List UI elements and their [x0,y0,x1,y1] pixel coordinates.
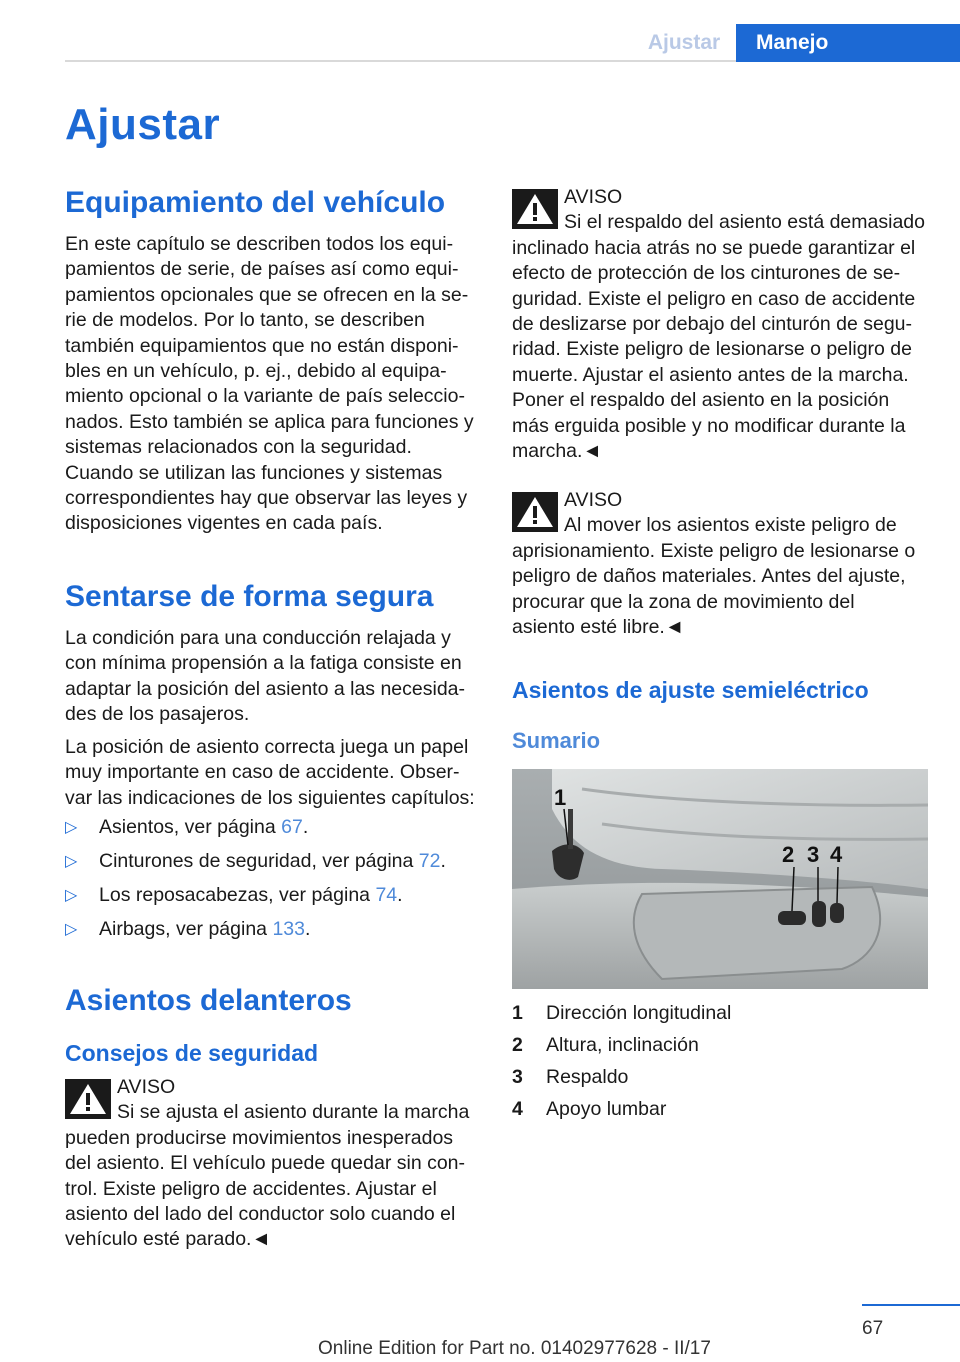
heading-consejos: Consejos de seguridad [65,1040,319,1066]
tab-manejo[interactable]: Manejo [736,24,960,62]
text-line: muerte. Ajustar el asiento antes de la marcha. [512,363,909,386]
warning-block-2 [512,185,937,464]
text-line: rie de modelos. Por lo tanto, se describen [65,309,425,332]
text-line: pamientos de serie, de países así como equi- [65,258,459,281]
text-line: Si el respaldo del asiento está demasiado [564,211,925,234]
triangle-bullet-icon: ▷ [65,921,78,938]
heading-sumario: Sumario [512,728,601,753]
list-item [65,849,490,874]
text-line: vehículo esté parado.◄ [65,1228,271,1251]
text-line: de deslizarse por debajo del cinturón de segu- [512,313,913,336]
photo-legend [512,1001,937,1129]
text-line: pamientos opcionales que se ofrecen en la se- [65,283,469,306]
text-line: asiento esté libre.◄ [512,616,685,639]
text-line: nados. Esto también se aplica para funciones y [65,410,474,433]
text-line: efecto de protección de los cinturones de se- [512,262,901,285]
list-item [65,815,490,840]
text-line: trol. Existe peligro de accidentes. Ajustar el [65,1177,437,1200]
text-line: correspondientes hay que observar las leyes y [65,487,468,510]
callout-label: 3 [807,842,820,867]
list-item [65,917,490,942]
text-line: pueden producirse movimientos inesperados [65,1126,454,1149]
list-item [65,883,490,908]
text-line: ridad. Existe peligro de lesionarse o peligro de [512,338,912,361]
edition-footer: Online Edition for Part no. 01402977628 - II/17 [318,1338,711,1359]
list-item-end: . [440,850,446,872]
text-line: miento opcional o la variante de país seleccio- [65,385,465,408]
legend-number: 1 [512,1002,523,1024]
text-line: sistemas relacionados con la seguridad. [65,436,412,459]
warning-block-1 [65,1075,490,1253]
text-line: más erguida posible y no modificar durante la [512,414,906,437]
warning-title: AVISO [117,1076,176,1098]
paragraph-equipamiento [65,232,490,537]
legend-item [512,1033,937,1065]
page-title: Ajustar [65,100,221,149]
legend-text: Dirección longitudinal [546,1002,732,1024]
text-line: disposiciones vigentes en cada país. [65,512,383,535]
page-link[interactable]: 72 [418,850,441,872]
list-item-end: . [302,816,309,838]
legend-text: Respaldo [546,1066,629,1088]
triangle-bullet-icon: ▷ [65,819,78,836]
legend-text: Apoyo lumbar [546,1098,667,1120]
text-line: procurar que la zona de movimiento del [512,590,855,613]
text-line: Al mover los asientos existe peligro de [564,514,897,537]
text-line: Cuando se utilizan las funciones y sistemas [65,461,443,484]
legend-item [512,1097,937,1129]
text-line: con mínima propensión a la fatiga consiste en [65,652,462,675]
warning-triangle-icon [512,189,558,229]
legend-text: Altura, inclinación [546,1034,699,1056]
paragraph-sentarse-1 [65,626,490,728]
warning-block-3 [512,488,937,640]
list-item-text: Asientos, ver página [99,816,282,838]
page-link[interactable]: 67 [281,816,303,838]
text-line: bles en un vehículo, p. ej., debido al equipa- [65,360,447,383]
legend-number: 3 [512,1066,523,1088]
text-line: adaptar la posición del asiento a las necesida- [65,677,466,700]
tab-ajustar[interactable]: Ajustar [647,30,721,54]
text-line: En este capítulo se describen todos los equi- [65,233,454,255]
page-link[interactable]: 74 [375,884,398,906]
text-line: des de los pasajeros. [65,703,250,726]
text-line: Poner el respaldo del asiento en la posición [512,389,890,412]
text-line: asiento del lado del conductor solo cuando el [65,1203,456,1226]
callout-label: 4 [830,842,843,867]
list-item-end: . [304,918,311,940]
reference-list [65,815,490,951]
seat-controls-photo [512,769,928,989]
warning-title: AVISO [564,489,623,511]
callout-label: 1 [554,785,567,810]
text-line: del asiento. El vehículo puede quedar sin con- [65,1152,466,1175]
triangle-bullet-icon: ▷ [65,853,78,870]
page-link[interactable]: 133 [272,918,305,940]
list-item-end: . [397,884,403,906]
text-line: también equipamientos que no están disponi- [65,334,459,357]
legend-number: 4 [512,1098,523,1120]
footer-rule [862,1304,960,1306]
heading-delanteros: Asientos delanteros [65,984,352,1017]
legend-item [512,1065,937,1097]
heading-equipamiento: Equipamiento del vehículo [65,186,446,219]
text-line: Si se ajusta el asiento durante la marcha [117,1101,470,1124]
text-line: aprisionamiento. Existe peligro de lesionarse o [512,539,916,562]
legend-item [512,1001,937,1033]
text-line: peligro de daños materiales. Antes del ajuste, [512,565,906,588]
warning-triangle-icon [512,492,558,532]
text-line: marcha.◄ [512,440,602,463]
paragraph-sentarse-2 [65,735,490,811]
triangle-bullet-icon: ▷ [65,887,78,904]
text-line: La posición de asiento correcta juega un papel [65,736,469,758]
warning-title: AVISO [564,186,623,208]
heading-sentarse: Sentarse de forma segura [65,580,434,613]
text-line: La condición para una conducción relajada y [65,627,451,649]
page-number: 67 [862,1318,884,1339]
text-line: guridad. Existe el peligro en caso de accidente [512,287,916,310]
text-line: inclinado hacia atrás no se puede garantizar el [512,236,916,259]
callout-label: 2 [782,842,795,867]
seat-photo-illustration [512,769,928,989]
heading-semielectrico: Asientos de ajuste semieléctrico [512,677,869,703]
text-line: muy importante en caso de accidente. Obser- [65,761,460,784]
legend-number: 2 [512,1034,523,1056]
list-item-text: Airbags, ver página [99,918,273,940]
text-line: var las indicaciones de los siguientes capítulos: [65,786,475,809]
list-item-text: Los reposacabezas, ver página [99,884,376,906]
list-item-text: Cinturones de seguridad, ver página [99,850,419,872]
warning-triangle-icon [65,1079,111,1119]
